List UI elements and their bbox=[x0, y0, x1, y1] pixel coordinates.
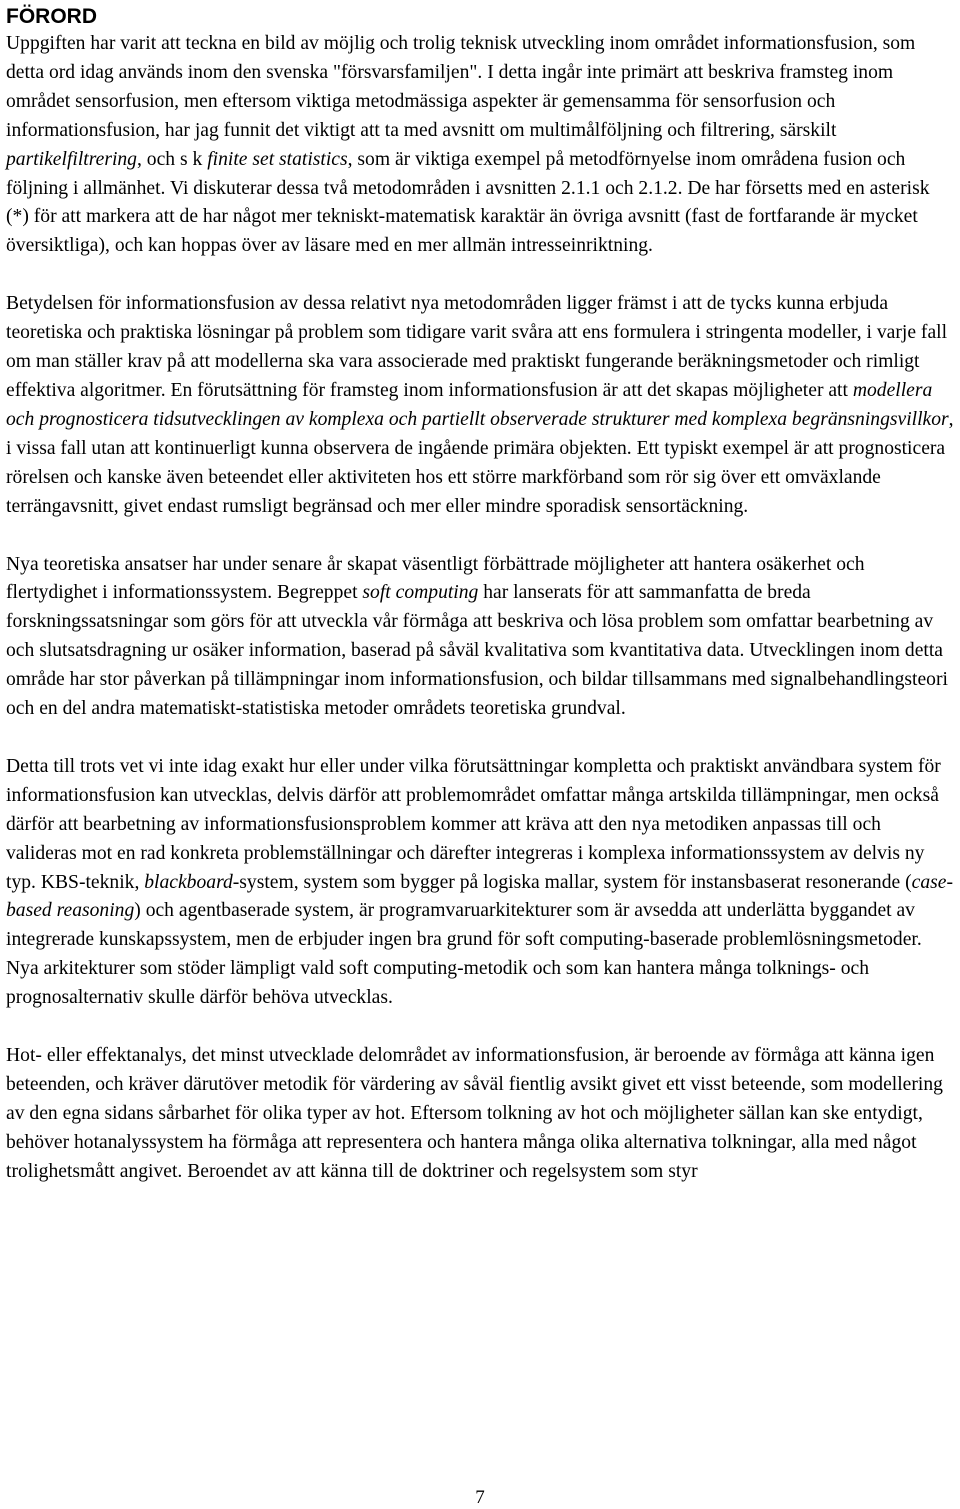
italic-term: finite set statistics bbox=[207, 148, 348, 170]
page-number: 7 bbox=[475, 1487, 485, 1508]
paragraph-spacer bbox=[6, 261, 956, 290]
italic-term: partikelfiltrering bbox=[6, 148, 137, 170]
document-page bbox=[6, 4, 956, 1187]
italic-term: case-based reasoning bbox=[6, 871, 953, 922]
text-run: Betydelsen för informationsfusion av dessa relativt nya metodområden ligger främst i att de tycks kunna erbjuda teoretiska och praktiska lösningar på problem som tidigare varit svåra att ens formulera i stringenta modeller, i varje fall om man ställer krav på att modellerna ska vara associerade med praktiskt fungerande beräkningsmetoder och rimligt effektiva algoritmer. En förutsättning för framsteg inom informationsfusion är att det skapas möjligheter att bbox=[6, 293, 948, 401]
text-run: , som är viktiga exempel på metodförnyelse inom områdena fusion och följning i allmänhet. Vi diskuterar dessa två metodområden i avsnitten 2.1.1 och 2.1.2. De har försetts med en asterisk (*) för att markera att de har något mer tekniskt-matematisk karaktär än övriga avsnitt (fast de fortfarande är mycket översiktliga), och kan hoppas över av läsare med en mer allmän intresseinriktning. bbox=[6, 148, 930, 257]
paragraph-spacer bbox=[6, 1013, 956, 1042]
text-run: -system, system som bygger på logiska mallar, system för instansbaserat resonerande ( bbox=[232, 871, 912, 893]
paragraph-spacer bbox=[6, 522, 956, 551]
text-run: ) och agentbaserade system, är programvaruarkitekturer som är avsedda att underlätta byggandet av integrerade kunskapssystem, men de erbjuder ingen bra grund för soft computing-baserade problemlösningsmetoder. Nya arkitekturer som stöder lämpligt vald soft computing-metodik och som kan hantera många tolknings- och prognosalternativ skulle därför behöva utvecklas. bbox=[6, 900, 922, 1009]
text-run: Hot- eller effektanalys, det minst utvecklade delområdet av informationsfusion, är beroende av förmåga att känna igen beteenden, och kräver därutöver metodik för värdering av såväl fientlig avsikt givet ett visst beteende, som modellering av den egna sidans sårbarhet för olika typer av hot. Eftersom tolkning av hot och möjligheter sällan kan ske entydigt, behöver hotanalyssystem ha förmåga att representera och hantera många olika alternativa tolkningar, alla med något trolighetsmått angivet. Beroendet av att känna till de doktriner och regelsystem som styr bbox=[6, 1045, 943, 1182]
text-run: Nya teoretiska ansatser har under senare år skapat väsentligt förbättrade möjligheter att hantera osäkerhet och flertydighet i informationssystem. Begreppet bbox=[6, 553, 865, 604]
paragraph-1 bbox=[6, 30, 956, 261]
italic-term: soft computing bbox=[362, 582, 479, 604]
text-run: , och s k bbox=[136, 148, 208, 170]
paragraph-2 bbox=[6, 290, 956, 521]
text-run: Detta till trots vet vi inte idag exakt hur eller under vilka förutsättningar kompletta och praktiskt användbara system för informationsfusion kan utvecklas, delvis därför att problemområdet omfattar många artskilda tillämpningar, men också därför att bearbetning av informationsfusionsproblem kommer att kräva att den nya metodiken anpassas till och valideras mot en rad konkreta problemställningar och därefter integreras i komplexa informationssystem av delvis ny typ. KBS-teknik, bbox=[6, 755, 941, 893]
section-heading: FÖRORD bbox=[6, 5, 97, 28]
paragraph-spacer bbox=[6, 724, 956, 753]
italic-term: blackboard bbox=[144, 871, 233, 893]
text-run: har lanserats för att sammanfatta de breda forskningssatsningar som görs för att utveckla vår förmåga att beskriva och lösa problem som omfattar bearbetning av och slutsatsdragning ur osäker information, baserad på såväl kvalitativa som kvantitativa data. Utvecklingen inom detta område har stor påverkan på tillämpningar inom informationsfusion, och bildar tillsammans med signalbehandlingsteori och en del andra matematiskt-statistiska metoder områdets teoretiska grundval. bbox=[6, 582, 948, 720]
paragraph-3 bbox=[6, 551, 956, 724]
paragraph-4 bbox=[6, 753, 956, 1013]
text-run: Uppgiften har varit att teckna en bild av möjlig och trolig teknisk utveckling inom området informationsfusion, som detta ord idag används inom den svenska "försvarsfamiljen". I detta ingår inte primärt att beskriva framsteg inom området sensorfusion, men eftersom viktiga metodmässiga aspekter är gemensamma för sensorfusion och informationsfusion, har jag funnit det viktigt att ta med avsnitt om multimålföljning och filtrering, särskilt bbox=[6, 33, 916, 141]
text-run: , i vissa fall utan att kontinuerligt kunna observera de ingående primära objekten. Ett typiskt exempel är att prognosticera rörelsen och kanske även beteendet eller aktiviteten hos ett större markförband som rör sig över ett omväxlande terrängavsnitt, givet endast rumsligt begränsad och mer eller mindre sporadisk sensortäckning. bbox=[6, 408, 954, 517]
italic-term: modellera och prognosticera tidsutvecklingen av komplexa och partiellt observerade strukturer med komplexa begränsningsvillkor bbox=[6, 379, 949, 430]
paragraph-5 bbox=[6, 1042, 956, 1187]
